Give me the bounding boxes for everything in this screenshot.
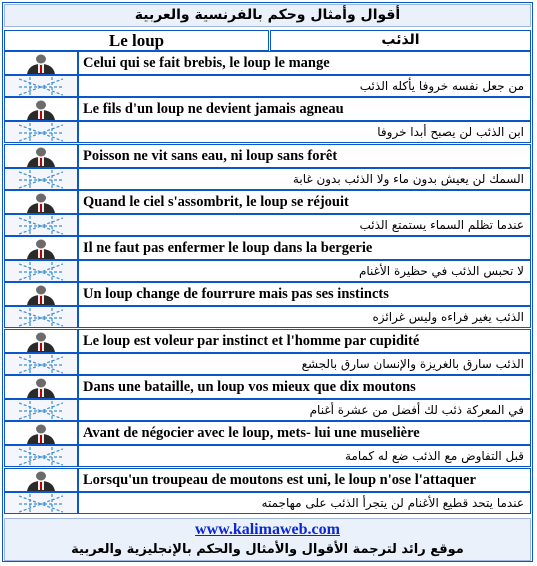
proverb-arabic: في المعركة ذئب لك أفضل من عشرة أغنام xyxy=(78,399,531,421)
proverb-pair xyxy=(4,421,531,467)
proverb-pair xyxy=(4,97,531,143)
french-row-icon-cell xyxy=(4,144,78,168)
proverb-french: Il ne faut pas enfermer le loup dans la bergerie xyxy=(78,236,531,260)
website-link[interactable]: www.kalimaweb.com xyxy=(195,521,340,538)
arabic-row-icon-cell xyxy=(4,121,78,143)
proverb-pair xyxy=(4,51,531,97)
proverb-arabic: السمك لن يعيش بدون ماء ولا الذئب بدون غابة xyxy=(78,168,531,190)
french-row-icon-cell xyxy=(4,97,78,121)
arabic-row-icon-cell xyxy=(4,214,78,236)
arabic-row-icon-cell xyxy=(4,260,78,282)
french-row-icon-cell xyxy=(4,282,78,306)
french-row-icon-cell xyxy=(4,375,78,399)
arabic-row-icon-cell xyxy=(4,306,78,328)
proverb-arabic: عندما يتحد قطيع الأغنام لن يتجرأ الذئب على مهاجمته xyxy=(78,492,531,514)
french-row-icon-cell xyxy=(4,421,78,445)
proverb-french: Avant de négocier avec le loup, mets- lui une muselière xyxy=(78,421,531,445)
column-header-french: Le loup xyxy=(4,30,269,51)
column-header-arabic: الذئب xyxy=(270,30,531,51)
proverb-pair xyxy=(4,329,531,375)
arabic-row-icon-cell xyxy=(4,168,78,190)
proverb-arabic: قبل التفاوض مع الذئب ضع له كمامة xyxy=(78,445,531,467)
proverb-french: Lorsqu'un troupeau de moutons est uni, le loup n'ose l'attaquer xyxy=(78,468,531,492)
arabic-row-icon-cell xyxy=(4,492,78,514)
footer-tagline: موقع رائد لترجمة الأقوال والأمثال والحكم بالإنجليزية والعربية xyxy=(71,542,464,557)
page-title: أقوال وأمثال وحكم بالفرنسية والعربية xyxy=(4,4,531,27)
proverb-french: Le fils d'un loup ne devient jamais agneau xyxy=(78,97,531,121)
french-row-icon-cell xyxy=(4,51,78,75)
proverb-arabic: ابن الذئب لن يصبح أبدا خروفا xyxy=(78,121,531,143)
proverb-pair xyxy=(4,468,531,514)
proverb-arabic: الذئب سارق بالغريزة والإنسان سارق بالجشع xyxy=(78,353,531,375)
proverb-arabic: من جعل نفسه خروفا يأكله الذئب xyxy=(78,75,531,97)
arabic-row-icon-cell xyxy=(4,75,78,97)
arabic-row-icon-cell xyxy=(4,353,78,375)
proverb-french: Celui qui se fait brebis, le loup le mange xyxy=(78,51,531,75)
proverb-french: Quand le ciel s'assombrit, le loup se réjouit xyxy=(78,190,531,214)
proverb-pair xyxy=(4,144,531,190)
proverb-french: Le loup est voleur par instinct et l'homme par cupidité xyxy=(78,329,531,353)
proverb-pair xyxy=(4,236,531,282)
footer xyxy=(4,518,531,561)
french-row-icon-cell xyxy=(4,468,78,492)
arabic-row-icon-cell xyxy=(4,399,78,421)
proverb-pair xyxy=(4,375,531,421)
proverb-french: Poisson ne vit sans eau, ni loup sans forêt xyxy=(78,144,531,168)
proverb-french: Un loup change de fourrure mais pas ses instincts xyxy=(78,282,531,306)
french-row-icon-cell xyxy=(4,329,78,353)
french-row-icon-cell xyxy=(4,190,78,214)
proverb-pair xyxy=(4,282,531,328)
proverb-list xyxy=(4,51,531,514)
proverb-arabic: لا تحبس الذئب في حظيرة الأغنام xyxy=(78,260,531,282)
french-row-icon-cell xyxy=(4,236,78,260)
proverb-pair xyxy=(4,190,531,236)
proverb-arabic: الذئب يغير فراءه وليس غرائزه xyxy=(78,306,531,328)
arabic-row-icon-cell xyxy=(4,445,78,467)
proverb-arabic: عندما تظلم السماء يستمتع الذئب xyxy=(78,214,531,236)
proverb-french: Dans une bataille, un loup vos mieux que dix moutons xyxy=(78,375,531,399)
